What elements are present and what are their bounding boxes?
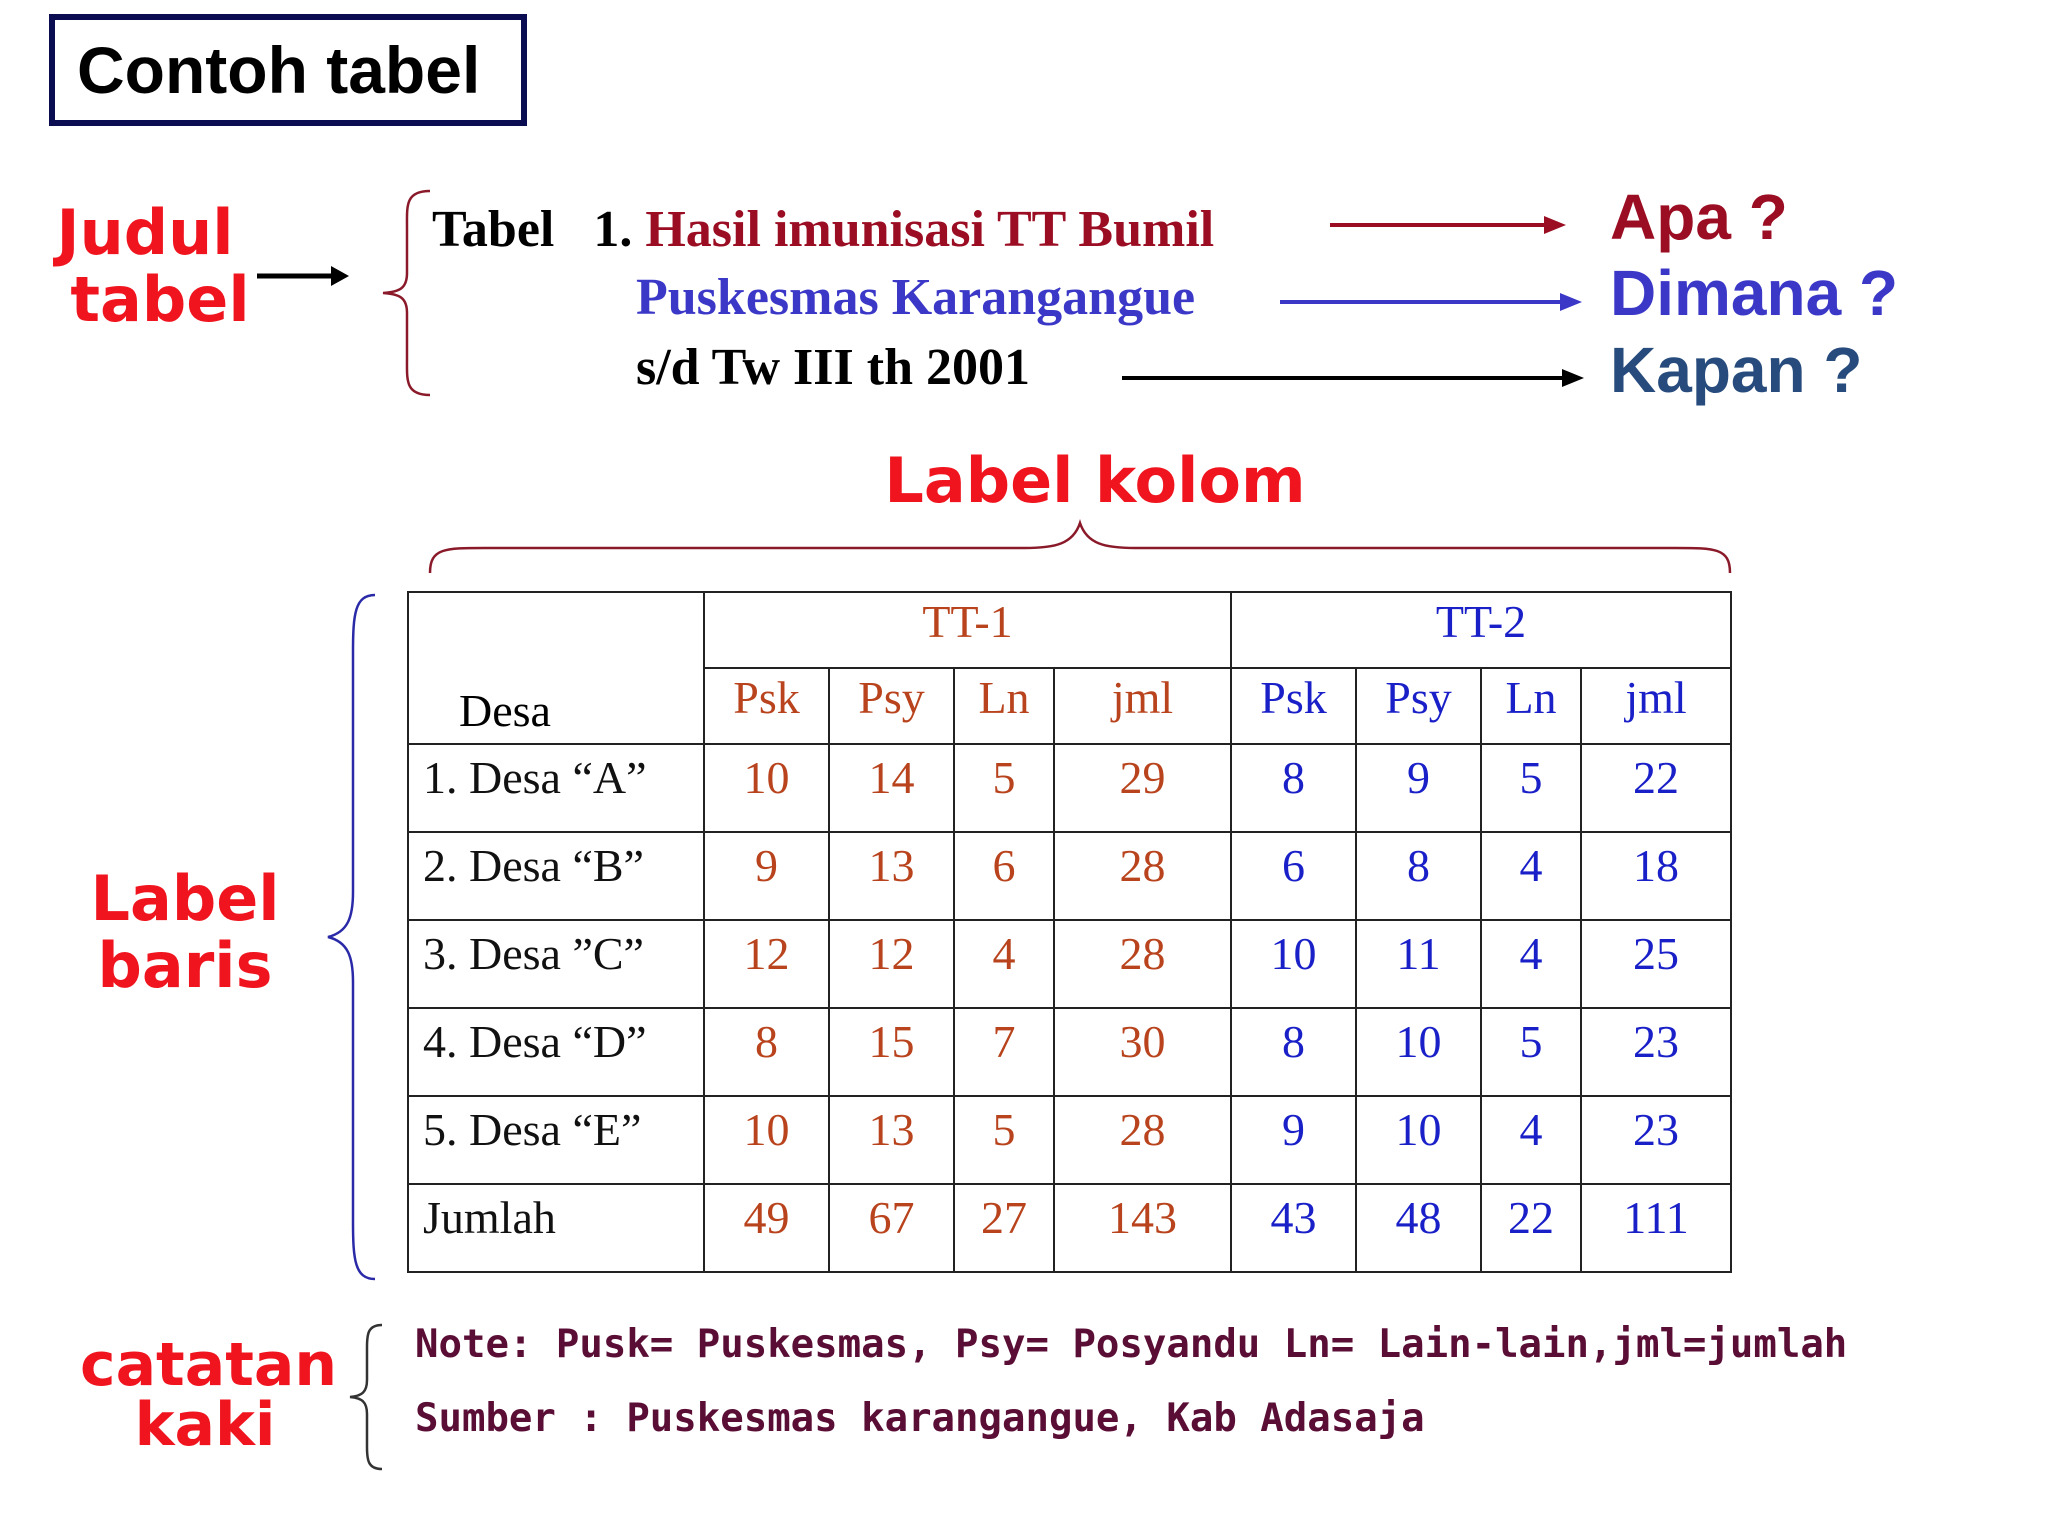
total-cell: 27: [954, 1184, 1054, 1272]
question-what: Apa ?: [1610, 181, 1788, 253]
table-cell: 5: [954, 744, 1054, 832]
data-table: [407, 591, 1732, 1273]
caption-line-3: s/d Tw III th 2001: [636, 339, 1030, 396]
subheader-cell: Ln: [954, 668, 1054, 744]
table-cell: 10: [1356, 1096, 1481, 1184]
row-header-desa: Desa: [408, 592, 704, 744]
table-cell: 6: [1231, 832, 1356, 920]
table-cell: 23: [1581, 1008, 1731, 1096]
total-cell: 111: [1581, 1184, 1731, 1272]
where-arrow-icon: [1280, 293, 1582, 311]
table-cell: 4: [1481, 920, 1581, 1008]
table-cell: 8: [1231, 744, 1356, 832]
table-cell: 12: [829, 920, 954, 1008]
row-label: 4. Desa “D”: [408, 1008, 704, 1096]
table-cell: 15: [829, 1008, 954, 1096]
row-label: 3. Desa ”C”: [408, 920, 704, 1008]
group-header-tt1: TT-1: [704, 592, 1231, 668]
label-baris-line1: Label: [90, 862, 280, 935]
table-cell: 28: [1054, 832, 1231, 920]
table-cell: 14: [829, 744, 954, 832]
caption-line-2: Puskesmas Karangangue: [636, 269, 1196, 326]
total-cell: 43: [1231, 1184, 1356, 1272]
table-cell: 5: [1481, 1008, 1581, 1096]
table-total-row: [408, 1184, 1731, 1272]
table-cell: 12: [704, 920, 829, 1008]
table-cell: 13: [829, 832, 954, 920]
label-baris: [90, 862, 280, 1002]
slide-title: Contoh tabel: [49, 14, 527, 126]
table-group-header-row: [408, 592, 1731, 668]
table-row: [408, 920, 1731, 1008]
table-cell: 10: [704, 744, 829, 832]
group-header-tt2: TT-2: [1231, 592, 1731, 668]
label-kolom: Label kolom: [884, 444, 1306, 517]
question-when: Kapan ?: [1610, 334, 1863, 406]
table-cell: 28: [1054, 920, 1231, 1008]
table-cell: 11: [1356, 920, 1481, 1008]
subheader-cell: jml: [1054, 668, 1231, 744]
total-cell: 49: [704, 1184, 829, 1272]
table-row: [408, 1096, 1731, 1184]
table-cell: 9: [1231, 1096, 1356, 1184]
table-cell: 9: [704, 832, 829, 920]
row-label-total: Jumlah: [408, 1184, 704, 1272]
table-cell: 8: [704, 1008, 829, 1096]
table-cell: 4: [1481, 832, 1581, 920]
when-arrow-icon: [1122, 369, 1584, 387]
total-cell: 22: [1481, 1184, 1581, 1272]
table-cell: 4: [954, 920, 1054, 1008]
subheader-cell: Psy: [1356, 668, 1481, 744]
subheader-cell: Ln: [1481, 668, 1581, 744]
table-cell: 23: [1581, 1096, 1731, 1184]
caption-prefix: Tabel 1.: [432, 201, 633, 258]
row-label: 1. Desa “A”: [408, 744, 704, 832]
table-cell: 13: [829, 1096, 954, 1184]
row-label: 2. Desa “B”: [408, 832, 704, 920]
judul-tabel-line1: Judul: [56, 196, 234, 269]
table-cell: 7: [954, 1008, 1054, 1096]
subheader-cell: Psk: [1231, 668, 1356, 744]
question-where: Dimana ?: [1610, 257, 1899, 329]
note-line: Note: Pusk= Puskesmas, Psy= Posyandu Ln= Lain-lain,jml=jumlah: [415, 1322, 1848, 1367]
table-cell: 5: [954, 1096, 1054, 1184]
total-cell: 67: [829, 1184, 954, 1272]
row-brace-icon: [320, 592, 380, 1282]
label-baris-line2: baris: [97, 928, 273, 1002]
table-cell: 6: [954, 832, 1054, 920]
row-label: 5. Desa “E”: [408, 1096, 704, 1184]
what-arrow-icon: [1330, 216, 1566, 234]
total-cell: 143: [1054, 1184, 1231, 1272]
table-cell: 5: [1481, 744, 1581, 832]
table-row: [408, 1008, 1731, 1096]
table-row: [408, 744, 1731, 832]
table-cell: 8: [1356, 832, 1481, 920]
table-cell: 22: [1581, 744, 1731, 832]
table-cell: 18: [1581, 832, 1731, 920]
footnote-brace-icon: [340, 1322, 390, 1472]
table-cell: 25: [1581, 920, 1731, 1008]
judul-tabel-line2: tabel: [70, 262, 250, 336]
subheader-cell: jml: [1581, 668, 1731, 744]
table-cell: 10: [704, 1096, 829, 1184]
caption-what: Hasil imunisasi TT Bumil: [645, 201, 1215, 258]
table-cell: 29: [1054, 744, 1231, 832]
column-brace-icon: [425, 518, 1735, 578]
table-row: [408, 832, 1731, 920]
total-cell: 48: [1356, 1184, 1481, 1272]
table-cell: 4: [1481, 1096, 1581, 1184]
table-cell: 9: [1356, 744, 1481, 832]
table-cell: 10: [1231, 920, 1356, 1008]
table-cell: 28: [1054, 1096, 1231, 1184]
table-cell: 10: [1356, 1008, 1481, 1096]
subheader-cell: Psk: [704, 668, 829, 744]
table-cell: 30: [1054, 1008, 1231, 1096]
table-cell: 8: [1231, 1008, 1356, 1096]
catatan-kaki-label: [80, 1330, 338, 1460]
subheader-cell: Psy: [829, 668, 954, 744]
catatan-line1: catatan: [80, 1330, 338, 1400]
catatan-line2: kaki: [134, 1390, 276, 1460]
source-line: Sumber : Puskesmas karangangue, Kab Adasaja: [415, 1396, 1425, 1441]
